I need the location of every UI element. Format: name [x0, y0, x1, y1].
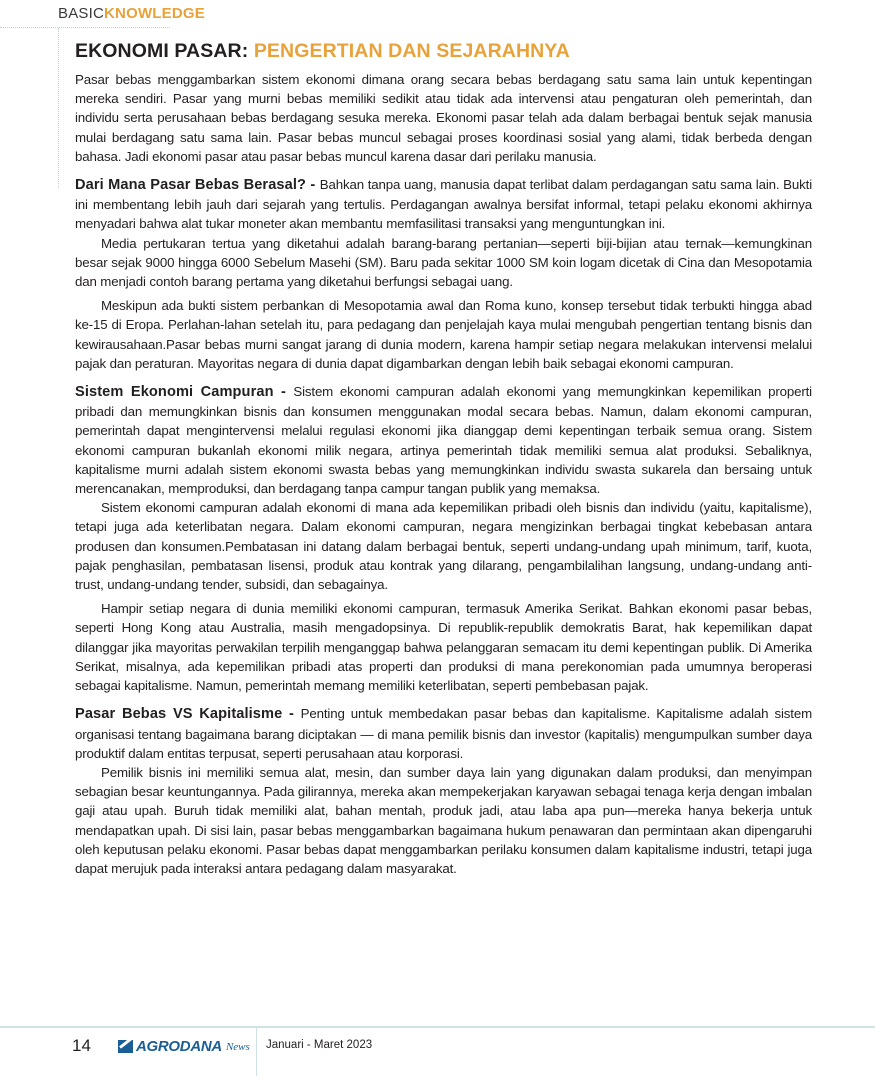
footer-rule — [0, 1026, 875, 1028]
section-paragraph — [75, 704, 812, 763]
section-heading: Pasar Bebas VS Kapitalisme - — [75, 706, 301, 723]
body-paragraph: Sistem ekonomi campuran adalah ekonomi di mana ada kepemilikan pribadi oleh bisnis dan individu (yaitu, kapitalisme), tetapi juga ada keterlibatan negara. Dalam ekonomi campuran, negara mengizinkan berbagai tingkat kebebasan antara produsen dan konsumen.Pembatasan ini datang dalam berbagai bentuk, seperti undang-undang upah minimum, tarif, kuota, pajak penghasilan, pembatasan lisensi, produk atau kontrak yang dilarang, pengambilalihan langsung, undang-undang anti-trust, undang-undang tender, subsidi, dan sebagainya. — [75, 500, 812, 593]
section-heading: Dari Mana Pasar Bebas Berasal? - — [75, 177, 320, 194]
agrodana-logo-icon — [118, 1040, 133, 1053]
article-body — [75, 70, 812, 878]
section-text: Sistem ekonomi campuran adalah ekonomi yang memungkinkan kepemilikan properti pribadi dan memungkinkan bisnis dan konsumen menggunakan modal secara bebas. Namun, dalam ekonomi campuran, pemerintah dapat mengintervensi melalui regulasi ekonomi jika dianggap demi kepentingan terbaik semua orang. Sistem ekonomi campuran bukanlah ekonomi milik negara, artinya pemerintah tidak memiliki semua alat produksi. Sebaliknya, kapitalisme murni adalah sistem ekonomi swasta bebas yang memungkinkan individu swasta sukarela dan bersaing untuk merencanakan, memproduksi, dan berdagang tanpa campur tangan publik yang memaksa. — [75, 384, 812, 497]
body-paragraph: Hampir setiap negara di dunia memiliki ekonomi campuran, termasuk Amerika Serikat. Bahkan ekonomi pasar bebas, seperti Hong Kong atau Australia, masih mengadopsinya. Di republik-republik demokratis Barat, hak kepemilikan dapat dilanggar jika mayoritas perwakilan terpilih menganggap bahwa pelanggaran semacam itu demi kepentingan publik. Di Amerika Serikat, misalnya, ada kepemilikan pribadi atas properti dan produksi di mana perekonomian pada umumnya beroperasi sebagai kapitalisme. Namun, pemerintah memang memiliki keterlibatan, seperti pembebasan pajak. — [75, 601, 812, 694]
body-paragraph: Media pertukaran tertua yang diketahui adalah barang-barang pertanian—seperti biji-bijian atau ternak—kemungkinan besar sejak 9000 hingga 6000 Sebelum Masehi (SM). Baru pada sekitar 1000 SM koin logam dicetak di Cina dan Mesopotamia dan menjadi contoh barang pertama yang diketahui berfungsi sebagai uang. — [75, 235, 812, 290]
section-kicker — [58, 5, 205, 22]
decorative-dotted-rule — [0, 27, 170, 28]
footer-divider — [256, 1028, 257, 1076]
section-text: Penting untuk membedakan pasar bebas dan kapitalisme. Kapitalisme adalah sistem organisasi tentang bagaimana barang diciptakan — di mana pemilik bisnis dan investor (kapitalis) mengumpulkan sumber daya produktif dalam entitas terpusat, seperti perusahaan atau korporasi. — [75, 706, 812, 761]
kicker-accent: KNOWLEDGE — [104, 5, 205, 22]
section-heading: Sistem Ekonomi Campuran - — [75, 384, 294, 401]
logo-text: AGRODANA — [136, 1038, 222, 1055]
decorative-dotted-rule-vertical — [58, 28, 59, 188]
title-plain: EKONOMI PASAR: — [75, 40, 254, 62]
body-paragraph: Pemilik bisnis ini memiliki semua alat, mesin, dan sumber daya lain yang digunakan dalam produksi, dan menyimpan sebagian besar keuntungannya. Pada gilirannya, mereka akan mempekerjakan karyawan sebagai tenaga kerja dengan imbalan gaji atau upah. Buruh tidak memiliki alat, bahan mentah, produk jadi, atau laba apa pun—mereka hanya bekerja untuk mendapatkan upah. Di sisi lain, pasar bebas menggambarkan bagaimana hukum penawaran dan permintaan akan dipengaruhi oleh keputusan pelaku ekonomi. Pasar bebas dapat menggambarkan perilaku konsumen dalam kapitalisme industri, tetapi juga dapat merujuk pada interaksi antara pedagang dalam masyarakat. — [75, 764, 812, 876]
publication-logo — [118, 1038, 250, 1055]
page-number: 14 — [72, 1036, 91, 1055]
section-paragraph — [75, 175, 812, 234]
article-title — [75, 40, 570, 63]
logo-subtext: News — [225, 1040, 250, 1053]
kicker-plain: BASIC — [58, 5, 105, 22]
intro-paragraph: Pasar bebas menggambarkan sistem ekonomi dimana orang secara bebas berdagang satu sama lain untuk kepentingan mereka sendiri. Pasar yang murni bebas memiliki sedikit atau tidak ada intervensi atau pengaturan oleh pemerintah, dan individu serta perusahaan bebas berdagang sesuka mereka. Ekonomi pasar telah ada dalam berbagai bentuk sejak manusia mulai berdagang satu sama lain. Pasar bebas muncul sebagai proses koordinasi sosial yang alami, tidak berbeda dengan bahasa. Jadi ekonomi pasar atau pasar bebas muncul karena dasar dari perilaku manusia. — [75, 72, 812, 164]
body-paragraph: Meskipun ada bukti sistem perbankan di Mesopotamia awal dan Roma kuno, konsep tersebut tidak terbukti hingga abad ke-15 di Eropa. Perlahan-lahan setelah itu, para pedagang dan penjelajah kaya mulai mengubah pengertian tentang bisnis dan kewirausahaan.Pasar bebas murni sangat jarang di dunia modern, karena hampir setiap negara melakukan intervensi melalui pajak dan peraturan. Mayoritas negara di dunia dapat digambarkan dengan lebih baik sebagai ekonomi campuran. — [75, 298, 812, 371]
section-text: Bahkan tanpa uang, manusia dapat terlibat dalam perdagangan satu sama lain. Bukti ini membentang lebih jauh dari sejarah yang tertulis. Perdagangan awalnya bersifat informal, tetapi pelaku ekonomi akhirnya menyadari bahwa alat tukar moneter akan membantu memfasilitasi transaksi yang menguntungkan ini. — [75, 177, 812, 232]
title-accent: PENGERTIAN DAN SEJARAHNYA — [253, 40, 570, 62]
section-paragraph — [75, 382, 812, 498]
edition-date: Januari - Maret 2023 — [266, 1039, 373, 1051]
